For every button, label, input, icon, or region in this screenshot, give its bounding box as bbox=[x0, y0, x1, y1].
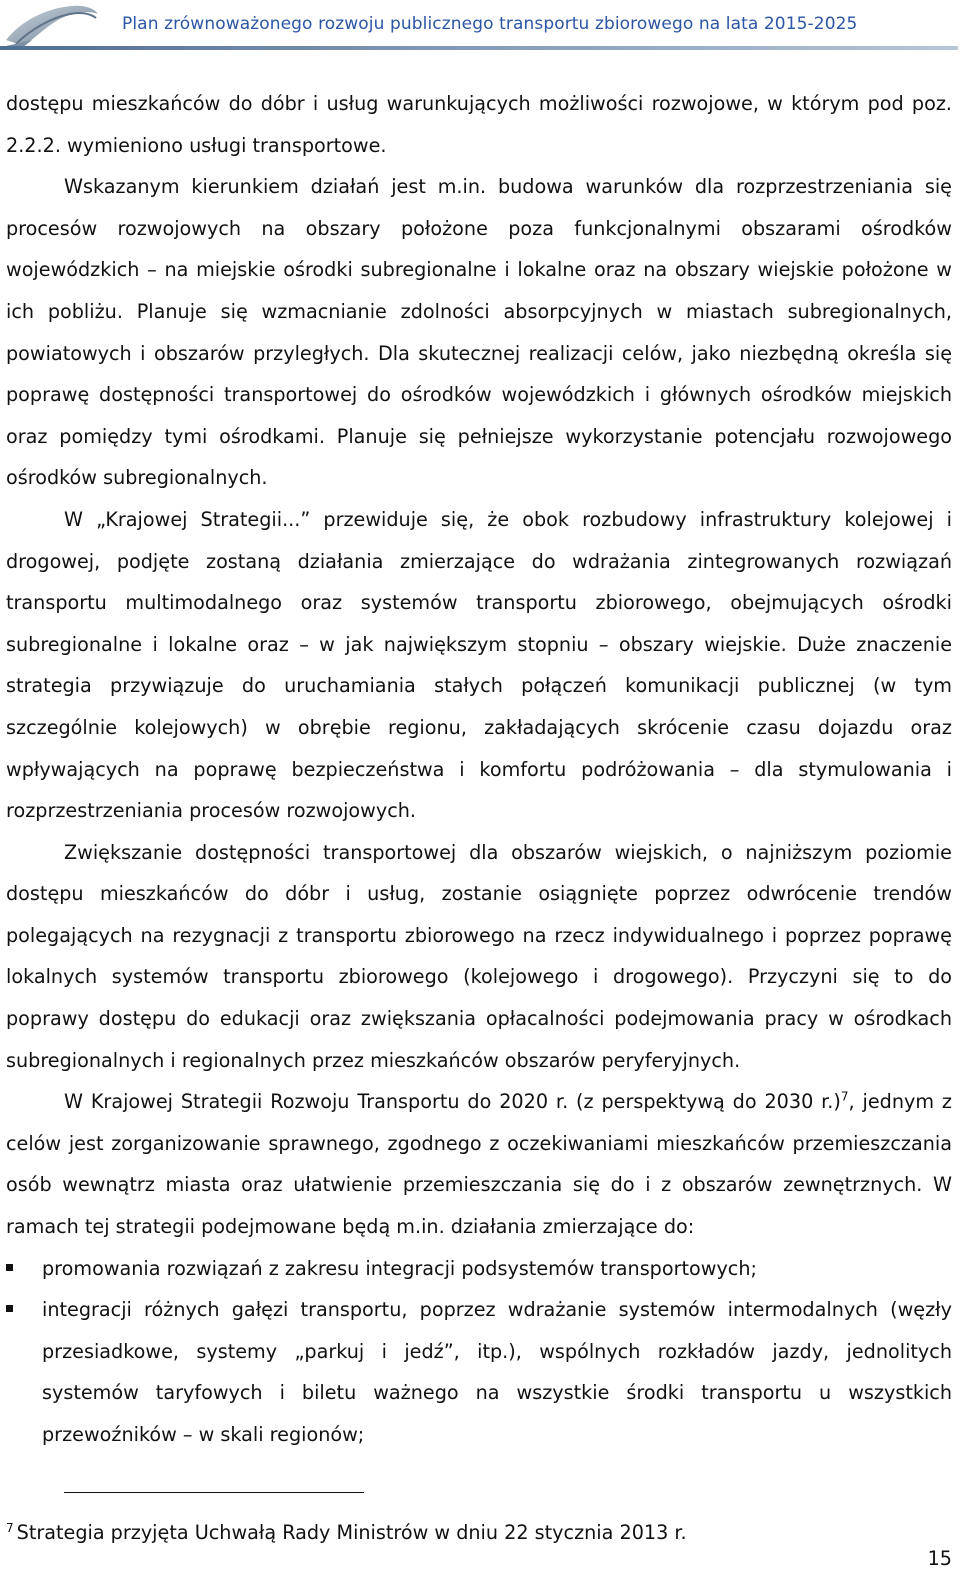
footnote-separator bbox=[64, 1492, 364, 1493]
list-item-text: promowania rozwiązań z zakresu integracji podsystemów transportowych; bbox=[42, 1256, 757, 1280]
swoosh-logo-icon bbox=[2, 0, 102, 50]
header-title: Plan zrównoważonego rozwoju publicznego transportu zbiorowego na lata 2015-2025 bbox=[122, 14, 858, 34]
footnote bbox=[6, 1519, 687, 1547]
list-item-text: integracji różnych gałęzi transportu, poprzez wdrażanie systemów intermodalnych (węzły przesiadkowe, systemy „parkuj i jedź”, itp.), wspólnych rozkładów jazdy, jednolitych systemów taryfowych i biletu ważnego na wszystkie środki transportu u wszystkich przewoźników – w skali regionów; bbox=[42, 1298, 952, 1446]
footnote-reference[interactable]: 7 bbox=[840, 1089, 849, 1104]
paragraph-4: Zwiększanie dostępności transportowej dla obszarów wiejskich, o najniższym poziomie dostępu mieszkańców do dóbr i usług, zostanie osiągnięte poprzez odwrócenie trendów polegających na rezygnacji z transportu zbiorowego na rzecz indywidualnego i poprzez poprawę lokalnych systemów transportu zbiorowego (kolejowego i drogowego). Przyczyni się to do poprawy dostępu do edukacji oraz zwiększania opłacalności podejmowania pracy w ośrodkach subregionalnych i regionalnych przez mieszkańców obszarów peryferyjnych. bbox=[6, 840, 952, 1072]
paragraph-1: dostępu mieszkańców do dóbr i usług warunkujących możliwości rozwojowe, w którym pod poz. 2.2.2. wymieniono usługi transportowe. bbox=[6, 92, 952, 157]
square-bullet-icon bbox=[6, 1305, 13, 1312]
footnote-number: 7 bbox=[6, 1520, 14, 1535]
header-rule bbox=[0, 46, 958, 50]
page-header bbox=[0, 0, 960, 54]
paragraph-5-text-continued: , jednym z celów jest zorganizowanie sprawnego, zgodnego z oczekiwaniami mieszkańców przemieszczania osób wewnątrz miasta oraz ułatwienie przemieszczania się do i z obszarów zewnętrznych. W ramach tej strategii podejmowane będą m.in. działania zmierzające do: bbox=[6, 1090, 952, 1239]
paragraph-3: W „Krajowej Strategii...” przewiduje się, że obok rozbudowy infrastruktury kolejowej i drogowej, podjęte zostaną działania zmierzające do wdrażania zintegrowanych rozwiązań transportu multimodalnego oraz systemów transportu zbiorowego, obejmujących ośrodki subregionalne i lokalne oraz – w jak największym stopniu – obszary wiejskie. Duże znaczenie strategia przywiązuje do uruchamiania stałych połączeń komunikacji publicznej (w tym szczególnie kolejowych) w obrębie regionu, zakładających skrócenie czasu dojazdu oraz wpływających na poprawę bezpieczeństwa i komfortu podróżowania – dla stymulowania i rozprzestrzeniania procesów rozwojowych. bbox=[6, 507, 952, 823]
bullet-list bbox=[6, 1248, 952, 1456]
square-bullet-icon bbox=[6, 1264, 13, 1271]
paragraph-2: Wskazanym kierunkiem działań jest m.in. budowa warunków dla rozprzestrzeniania się procesów rozwojowych na obszary położone poza funkcjonalnymi obszarami ośrodków wojewódzkich – na miejskie ośrodki subregionalne i lokalne oraz na obszary wiejskie położone w ich pobliżu. Planuje się wzmacnianie zdolności absorpcyjnych w miastach subregionalnych, powiatowych i obszarów przyległych. Dla skutecznej realizacji celów, jako niezbędną określa się poprawę dostępności transportowej do ośrodków wojewódzkich i głównych ośrodków miejskich oraz pomiędzy tymi ośrodkami. Planuje się pełniejsze wykorzystanie potencjału rozwojowego ośrodków subregionalnych. bbox=[6, 175, 952, 490]
page-number: 15 bbox=[927, 1547, 952, 1570]
list-item bbox=[6, 1289, 952, 1455]
paragraph-5 bbox=[6, 1081, 952, 1247]
document-body bbox=[6, 83, 952, 1456]
list-item bbox=[6, 1248, 952, 1290]
paragraph-5-text: W Krajowej Strategii Rozwoju Transportu do 2020 r. (z perspektywą do 2030 r.) bbox=[64, 1090, 841, 1114]
footnote-text: Strategia przyjęta Uchwałą Rady Ministrów w dniu 22 stycznia 2013 r. bbox=[16, 1521, 687, 1544]
